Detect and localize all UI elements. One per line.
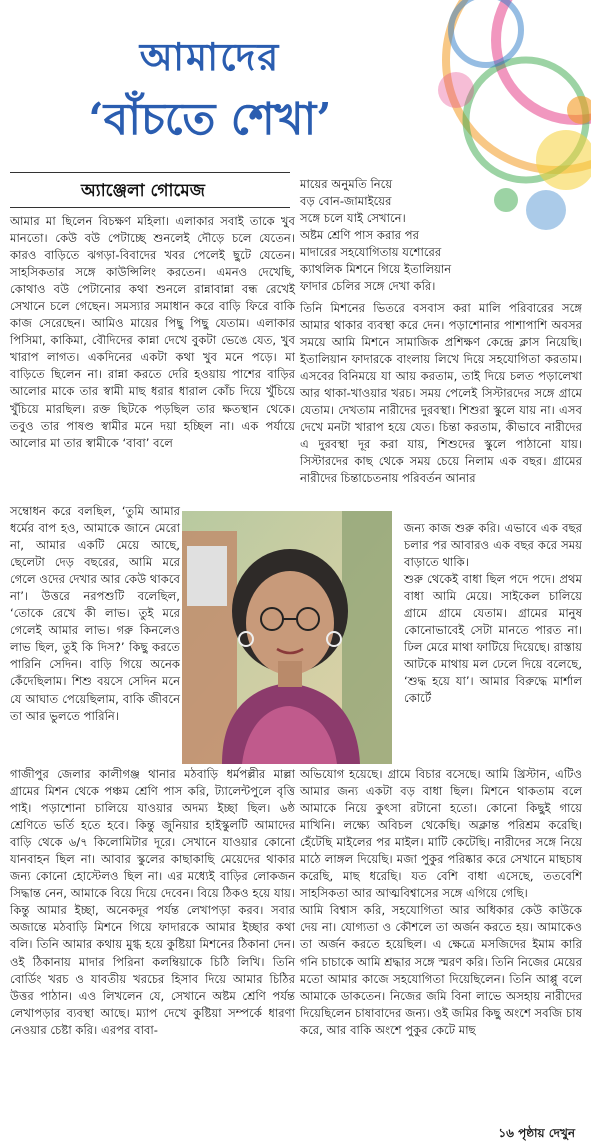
paragraph-left: আমার মা ছিলেন বিচক্ষণ মহিলা। এলাকার সবাই তাকে খুব মানতো। কেউ বউ পেটাচ্ছে শুনলেই দৌড়ে চলে যেতেন। কারও বাড়িতে ঝগড়া-বিবাদের খবর পেলেই ছুটে যেতেন। সাহসিকতার সঙ্গে কাউন্সিলিং করতেন। এমনও দেখেছি, কোথাও বউ পেটানোর কথা শুনলে রান্নাবান্না বন্ধ রেখেই সেখানে চলে গেছেন। সমস্যার সমাধান করে বাড়ি ফিরে বাকি কাজ সেরেছেন। আমিও মায়ের পিছু পিছু যেতাম। এলাকার পিসিমা, কাকিমা, বৌদিদের কান্না দেখে বুকটা ভেঙে যেত, খুব খারাপ লাগত। একদিনের একটা কথা খুব মনে পড়ে। মা বাড়িতে ছিলেন না। রান্না করতে দেরি হওয়ায় পাশের বাড়ির আলোর মাকে তার স্বামী মাছ ধরার ধারাল কোঁচ দিয়ে খুঁচিয়ে খুঁচিয়ে মারছিল। রক্ত ছিটকে পড়ছিল তার ক্ষতস্থান থেকে। তবুও তার পাষণ্ড স্বামীর মনে দয়া হচ্ছিল না। এক পর্যায়ে আলোর মা তার স্বামীকে ‘বাবা’ বলে: [10, 214, 295, 450]
headline-line2: ‘বাঁচতে শেখা’: [88, 94, 332, 145]
continuation-note: ১৬ পৃষ্ঠায় দেখুন: [498, 1126, 575, 1140]
byline: অ্যাঞ্জেলা গোমেজ: [81, 181, 205, 201]
portrait-photo: [182, 511, 392, 764]
paragraph-left-narrow: সম্বোধন করে বলছিল, ‘তুমি আমার ধর্মের বাপ হও, আমাকে জানে মেরো না, আমার একটি মেয়ে আছে, ছেলেটা দেড় বছরের, আমি মরে গেলে ওদের দেখার আর কেউ থাকবে না’। উত্তরে নরপশুটি বলেছিল, ‘তোকে রেখে কী লাভ। তুই মরে গেলেই আমার লাভ। গরু কিনলেও লাভ ছিল, তুই কি দিস?’ কিছু করতে পারিনি সেদিন। বাড়ি গিয়ে অনেক কেঁদেছিলাম। শিশু বয়সে সেদিন মনে যে আঘাত পেয়েছিলাম, বাকি জীবনে তা আর ভুলতে পারিনি।: [10, 504, 180, 723]
headline-line1: আমাদের: [139, 34, 281, 79]
byline-rule-bottom: [10, 207, 290, 208]
paragraph-right-narrow: জন্য কাজ শুরু করি। এভাবে এক বছর চলার পর আবারও এক বছর করে সময় বাড়াতে থাকি। শুরু থেকেই বাধা ছিল পদে পদে। প্রথম বাধা আমি মেয়ে। সাইকেল চালিয়ে গ্রামে গ্রামে যেতাম। গ্রামের মানুষ কোনোভাবেই সেটা মানতে পারত না। ঢিল মেরে মাথা ফাটিয়ে দিয়েছে। রাস্তায় আটকে মাথায় মল ঢেলে দিয়ে বলেছে, ‘শুদ্ধ হয়ে যা’। আমার বিরুদ্ধে মার্শাল কোর্টে: [404, 521, 582, 706]
column-right-bottom: [300, 766, 582, 1039]
byline-rule-top: [10, 172, 290, 173]
paragraph-right-bottom: অভিযোগ হয়েছে। গ্রামে বিচার বসেছে। আমি খ্রিস্টান, এটিও আমার জন্য একটা বড় বাধা ছিল। মিশনে থাকতাম বলে আমাকে নিয়ে কুৎসা রটানো হতো। কোনো কিছুই গায়ে মাখিনি। লক্ষ্যে অবিচল থেকেছি। অক্লান্ত পরিশ্রম করেছি। হেঁটেছি মাইলের পর মাইল। মাটি কেটেছি। নারীদের সঙ্গে নিয়ে মাঠে লাঙ্গল দিয়েছি। মজা পুকুর পরিষ্কার করে সেখানে মাছচাষ করেছি, মাছ ধরেছি। যত বেশি বাধা এসেছে, ততবেশি সাহসিকতা আর আত্মবিশ্বাসের সঙ্গে এগিয়ে গেছি। আমি বিশ্বাস করি, সহযোগিতা আর অধিকার কেউ কাউকে দেয় না। যোগ্যতা ও কৌশলে তা অর্জন করতে হয়। আমাকেও তা অর্জন করতে হয়েছিল। এ ক্ষেত্রে মসজিদের ইমাম কারি গনি চাচাকে আমি শ্রদ্ধার সঙ্গে স্মরণ করি। তিনি নিজের মেয়ের মতো আমার কাজে সহযোগিতা দিয়েছিলেন। তিনি আপ্পু বলে আমাকে ডাকতেন। নিজের জমি বিনা লাভে অসহায় নারীদের দিয়েছিলেন চাষাবাদের জন্য। ওই জমির কিছু অংশে সবজি চাষ করে, আর বাকি অংশে পুকুর কেটে মাছ: [300, 767, 582, 1037]
column-right-narrow: [404, 520, 582, 708]
paragraph-top-right: মায়ের অনুমতি নিয়ে বড় বোন-জামাইয়ের সঙ্গে চলে যাই সেখানে। অষ্টম শ্রেণি পাস করার পর মাদারের সহযোগিতায় যশোরের ক্যাথলিক মিশনে গিয়ে ইতালিয়ান ফাদার চেলির সঙ্গে দেখা করি।: [300, 177, 452, 294]
column-left: [10, 213, 295, 452]
paragraph-right: তিনি মিশনের ভিতরে বসবাস করা মালি পরিবারের সঙ্গে আমার থাকার ব্যবস্থা করে দেন। পড়াশোনার পাশাপাশি অবসর সময়ে আমি মিশনে সামাজিক প্রশিক্ষণ কেন্দ্রে ক্লাস নিয়েছি। ইতালিয়ান ফাদারকে বাংলায় লিখে দিয়ে সহযোগিতা করতাম। এসবের বিনিময়ে যা আয় করতাম, তাই দিয়ে চলত পড়ালেখা আর থাকা-খাওয়ার খরচ। সময় পেলেই সিস্টারদের সঙ্গে গ্রামে যেতাম। দেখতাম নারীদের দুরবস্থা। শিশুরা স্কুলে যায় না। এসব দেখে মনটা খারাপ হয়ে যেত। চিন্তা করতাম, কীভাবে নারীদের এ দুরবস্থা দূর করা যায়, শিশুদের স্কুলে পাঠানো যায়। সিস্টারদের কাছ থেকে সময় চেয়ে নিলাম এক বছর। গ্রামের নারীদের চিন্তাচেতনায় পরিবর্তন আনার: [300, 301, 582, 486]
column-left-bottom: [10, 766, 295, 1039]
column-top-right: [300, 176, 520, 295]
column-right: [300, 300, 582, 488]
paragraph-left-bottom: গাজীপুর জেলার কালীগঞ্জ থানার মঠবাড়ি ধর্মপল্লীর মাল্লা গ্রামের মিশন থেকে পঞ্চম শ্রেণি পাস করি, ট্যালেন্টপুলে বৃত্তি পাই। পড়াশোনা চালিয়ে যাওয়ার অদম্য ইচ্ছা ছিল। ৬ষ্ঠ শ্রেণিতে ভর্তি হতে হবে। কিন্তু জুনিয়ার হাইস্কুলটি আমাদের বাড়ি থেকে ৬/৭ কিলোমিটার দূরে। সেখানে যাওয়ার কোনো যানবাহন ছিল না। আবার স্কুলের কাছাকাছি মেয়েদের থাকার জন্য কোনো হোস্টেলও ছিল না। এর মধ্যেই বাড়ির লোকজন সিদ্ধান্ত নেন, আমাকে বিয়ে দিয়ে দেবেন। বিয়ে ঠিকও হয়ে যায়। কিন্তু আমার ইচ্ছা, অনেকদূর পর্যন্ত লেখাপড়া করব। সবার অজান্তে মঠবাড়ি মিশনে গিয়ে ফাদারকে আমার ইচ্ছার কথা বলি। তিনি আমার কথায় মুগ্ধ হয়ে কুষ্টিয়া মিশনের ঠিকানা দেন। ওই ঠিকানায় মাদার পিরিনা কলম্বিয়াকে চিঠি লিখি। তিনি বোর্ডিং খরচ ও যাবতীয় খরচের হিসাব দিয়ে আমার চিঠির উত্তর পাঠান। এও লিখলেন যে, সেখানে অষ্টম শ্রেণি পর্যন্ত লেখাপড়ার ব্যবস্থা আছে। ম্যাপ দেখে কুষ্টিয়া সম্পর্কে ধারণা নেওয়ার চেষ্টা করি। এরপর বাবা-: [10, 767, 295, 1037]
column-left-narrow: [10, 503, 180, 725]
